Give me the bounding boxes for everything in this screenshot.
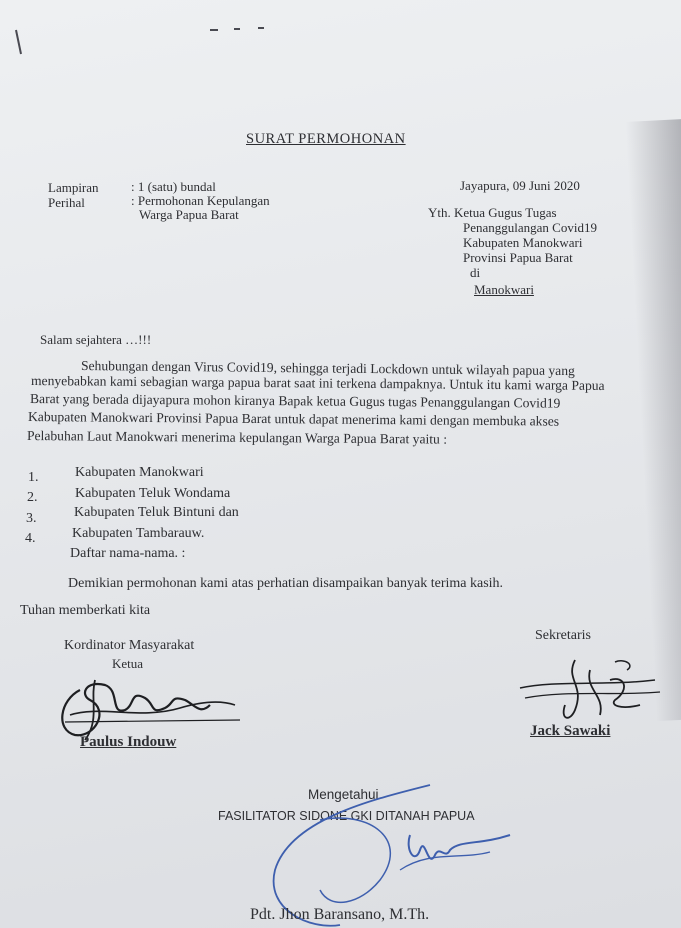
list-number-3: 3. [26, 511, 37, 526]
body-line-2: menyebabkan kami sebagian warga papua barat saat ini terkena dampaknya. Untuk itu kami warga Papua [30, 373, 605, 394]
right-signatory-role: Sekretaris [535, 628, 591, 643]
list-item-1: Kabupaten Manokwari [75, 465, 204, 480]
recipient-line-3: Kabupaten Manokwari [463, 235, 583, 250]
greeting: Salam sejahtera …!!! [40, 332, 152, 347]
blessing: Tuhan memberkati kita [20, 603, 151, 618]
acknowledged-label: Mengetahui [308, 787, 379, 802]
left-signatory-sub: Ketua [112, 656, 144, 671]
body-line-4: Kabupaten Manokwari Provinsi Papua Barat untuk dapat menerima kami dengan membuka akses [27, 409, 560, 429]
place-date: Jayapura, 09 Juni 2020 [460, 178, 580, 193]
names-note: Daftar nama-nama. : [70, 546, 186, 561]
body-line-5: Pelabuhan Laut Manokwari menerima kepulangan Warga Papua Barat yaitu : [26, 428, 448, 447]
perihal-label: Perihal [48, 195, 85, 210]
perihal-value-2: Warga Papua Barat [139, 207, 239, 222]
recipient-line-4: Provinsi Papua Barat [463, 250, 573, 265]
acknowledged-name: Pdt. Jhon Baransano, M.Th. [250, 906, 430, 923]
list-number-1: 1. [28, 470, 39, 485]
list-item-3: Kabupaten Teluk Bintuni dan [74, 505, 239, 520]
recipient-line-5: di [470, 265, 481, 280]
recipient-line-1: Yth. Ketua Gugus Tugas [428, 205, 557, 220]
right-signatory-name: Jack Sawaki [530, 723, 611, 739]
lampiran-value: : 1 (satu) bundal [131, 179, 216, 194]
closing-sentence: Demikian permohonan kami atas perhatian disampaikan banyak terima kasih. [68, 576, 504, 591]
recipient-line-2: Penanggulangan Covid19 [463, 220, 597, 235]
lampiran-label: Lampiran [48, 180, 99, 195]
perihal-value-1: : Permohonan Kepulangan [131, 193, 270, 208]
top-edge-marks [0, 0, 681, 80]
acknowledged-org: FASILITATOR SIDONE GKI DITANAH PAPUA [218, 809, 475, 823]
recipient-line-6: Manokwari [474, 282, 534, 297]
list-item-2: Kabupaten Teluk Wondama [75, 486, 231, 501]
body-line-1: Sehubungan dengan Virus Covid19, sehingga terjadi Lockdown untuk wilayah papua yang [80, 358, 575, 379]
left-signatory-name: Paulus Indouw [80, 734, 177, 750]
letter-title: SURAT PERMOHONAN [246, 131, 406, 147]
left-signatory-role: Kordinator Masyarakat [64, 638, 195, 653]
body-line-3: Barat yang berada dijayapura mohon kiranya Bapak ketua Gugus tugas Penanggulangan Covid19 [29, 391, 561, 411]
page-edge-shadow [625, 119, 681, 721]
list-number-4: 4. [25, 531, 36, 546]
list-number-2: 2. [27, 490, 38, 505]
list-item-4: Kabupaten Tambarauw. [72, 526, 205, 541]
